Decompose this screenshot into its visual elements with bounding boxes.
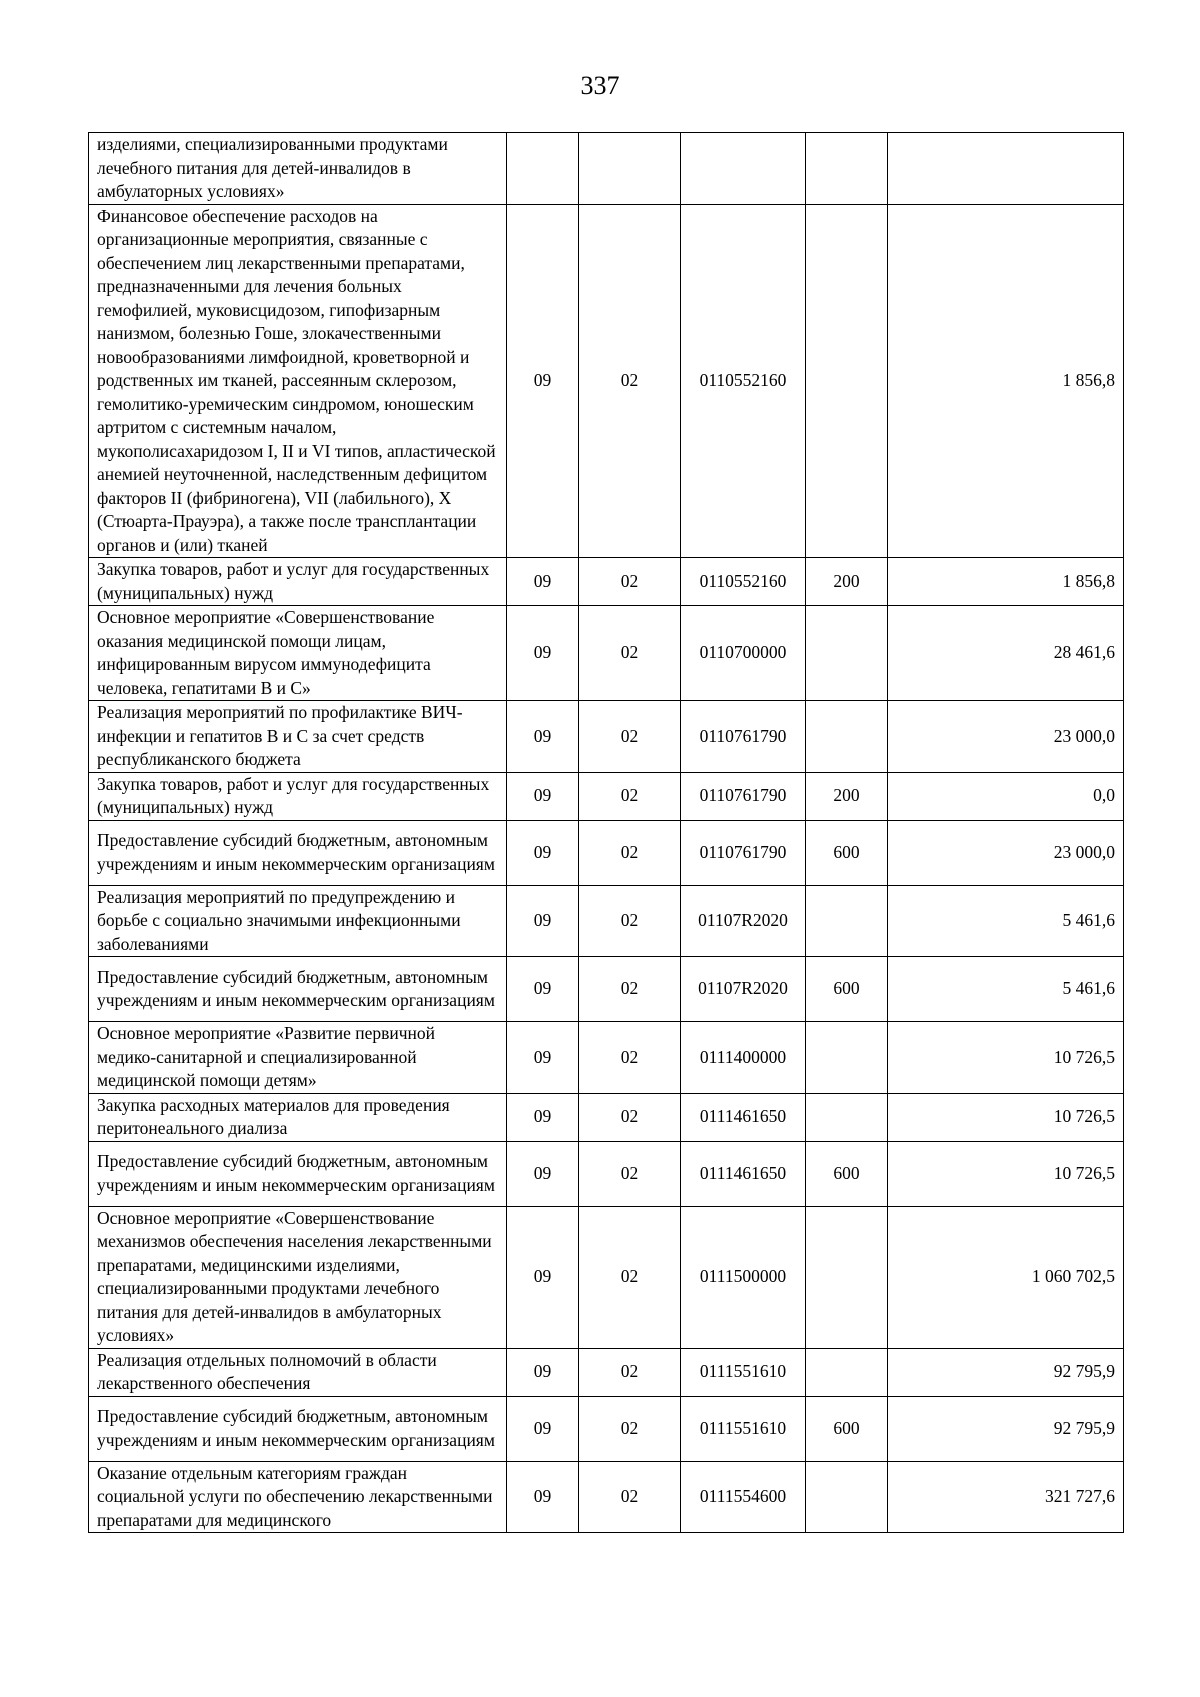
table-row xyxy=(89,772,1124,820)
row-sum: 28 461,6 xyxy=(888,606,1124,701)
row-sum: 5 461,6 xyxy=(888,885,1124,957)
row-subsection: 02 xyxy=(579,820,681,885)
row-expense-type xyxy=(806,885,888,957)
table-row xyxy=(89,701,1124,773)
row-subsection: 02 xyxy=(579,1396,681,1461)
row-expense-type: 600 xyxy=(806,1141,888,1206)
row-section: 09 xyxy=(507,1461,579,1533)
row-subsection: 02 xyxy=(579,701,681,773)
row-name: изделиями, специализированными продуктами лечебного питания для детей-инвалидов в амбулаторных условиях» xyxy=(89,133,507,205)
row-subsection: 02 xyxy=(579,1141,681,1206)
row-name: Закупка товаров, работ и услуг для государственных (муниципальных) нужд xyxy=(89,772,507,820)
row-expense-type xyxy=(806,1461,888,1533)
table-row xyxy=(89,1022,1124,1094)
row-target: 0111551610 xyxy=(681,1396,806,1461)
table-row xyxy=(89,1461,1124,1533)
table-row xyxy=(89,1093,1124,1141)
row-name: Основное мероприятие «Совершенствование механизмов обеспечения населения лекарственными препаратами, медицинскими изделиями, специализированными продуктами лечебного питания для детей-инвалидов в амбулаторных условиях» xyxy=(89,1206,507,1348)
table-row xyxy=(89,606,1124,701)
row-section: 09 xyxy=(507,1348,579,1396)
row-target: 0110552160 xyxy=(681,558,806,606)
row-name: Финансовое обеспечение расходов на организационные мероприятия, связанные с обеспечением лиц лекарственными препаратами, предназначенными для лечения больных гемофилией, муковисцидозом, гипофизарным нанизмом, болезнью Гоше, злокачественными новообразованиями лимфоидной, кроветворной и родственных им тканей, рассеянным склерозом, гемолитико-уремическим синдромом, юношеским артритом с системным началом, мукополисахаридозом I, II и VI типов, апластической анемией неуточненной, наследственным дефицитом факторов II (фибриногена), VII (лабильного), X (Стюарта-Прауэра), а также после трансплантации органов и (или) тканей xyxy=(89,204,507,558)
table-row xyxy=(89,558,1124,606)
row-subsection: 02 xyxy=(579,1461,681,1533)
row-sum: 321 727,6 xyxy=(888,1461,1124,1533)
row-subsection: 02 xyxy=(579,957,681,1022)
row-sum: 23 000,0 xyxy=(888,820,1124,885)
row-subsection: 02 xyxy=(579,1348,681,1396)
row-subsection: 02 xyxy=(579,558,681,606)
row-sum: 10 726,5 xyxy=(888,1141,1124,1206)
row-expense-type: 200 xyxy=(806,558,888,606)
row-expense-type xyxy=(806,1206,888,1348)
row-target: 01107R2020 xyxy=(681,957,806,1022)
row-section: 09 xyxy=(507,1141,579,1206)
row-expense-type xyxy=(806,204,888,558)
row-subsection: 02 xyxy=(579,772,681,820)
row-target: 0110761790 xyxy=(681,701,806,773)
row-subsection: 02 xyxy=(579,1093,681,1141)
row-expense-type: 600 xyxy=(806,957,888,1022)
row-subsection: 02 xyxy=(579,1022,681,1094)
row-target: 0111400000 xyxy=(681,1022,806,1094)
budget-table xyxy=(88,132,1124,1533)
row-sum: 0,0 xyxy=(888,772,1124,820)
row-sum: 1 856,8 xyxy=(888,558,1124,606)
row-target: 0111461650 xyxy=(681,1093,806,1141)
row-subsection: 02 xyxy=(579,606,681,701)
row-sum: 23 000,0 xyxy=(888,701,1124,773)
row-target: 0110761790 xyxy=(681,772,806,820)
row-name: Реализация мероприятий по предупреждению и борьбе с социально значимыми инфекционными заболеваниями xyxy=(89,885,507,957)
row-target: 0110700000 xyxy=(681,606,806,701)
row-subsection: 02 xyxy=(579,204,681,558)
row-expense-type xyxy=(806,1022,888,1094)
table-body xyxy=(89,133,1124,1533)
row-name: Реализация отдельных полномочий в области лекарственного обеспечения xyxy=(89,1348,507,1396)
row-sum: 1 856,8 xyxy=(888,204,1124,558)
row-target: 0110761790 xyxy=(681,820,806,885)
row-name: Предоставление субсидий бюджетным, автономным учреждениям и иным некоммерческим организациям xyxy=(89,957,507,1022)
row-expense-type xyxy=(806,133,888,205)
row-subsection xyxy=(579,133,681,205)
row-name: Реализация мероприятий по профилактике ВИЧ-инфекции и гепатитов В и С за счет средств республиканского бюджета xyxy=(89,701,507,773)
row-name: Предоставление субсидий бюджетным, автономным учреждениям и иным некоммерческим организациям xyxy=(89,1141,507,1206)
page-number: 337 xyxy=(580,71,620,100)
row-section: 09 xyxy=(507,558,579,606)
row-section xyxy=(507,133,579,205)
row-sum: 92 795,9 xyxy=(888,1348,1124,1396)
row-expense-type: 600 xyxy=(806,820,888,885)
row-section: 09 xyxy=(507,1396,579,1461)
row-name: Основное мероприятие «Совершенствование оказания медицинской помощи лицам, инфицированным вирусом иммунодефицита человека, гепатитами В и С» xyxy=(89,606,507,701)
row-expense-type xyxy=(806,1348,888,1396)
row-target xyxy=(681,133,806,205)
row-target: 0111551610 xyxy=(681,1348,806,1396)
row-sum: 1 060 702,5 xyxy=(888,1206,1124,1348)
row-section: 09 xyxy=(507,772,579,820)
row-name: Предоставление субсидий бюджетным, автономным учреждениям и иным некоммерческим организациям xyxy=(89,820,507,885)
row-name: Предоставление субсидий бюджетным, автономным учреждениям и иным некоммерческим организациям xyxy=(89,1396,507,1461)
row-sum: 10 726,5 xyxy=(888,1093,1124,1141)
row-sum xyxy=(888,133,1124,205)
table-row xyxy=(89,133,1124,205)
row-expense-type xyxy=(806,606,888,701)
row-sum: 5 461,6 xyxy=(888,957,1124,1022)
table-row xyxy=(89,885,1124,957)
row-sum: 92 795,9 xyxy=(888,1396,1124,1461)
row-subsection: 02 xyxy=(579,885,681,957)
table-row xyxy=(89,1396,1124,1461)
row-section: 09 xyxy=(507,204,579,558)
row-target: 0110552160 xyxy=(681,204,806,558)
row-name: Основное мероприятие «Развитие первичной медико-санитарной и специализированной медицинской помощи детям» xyxy=(89,1022,507,1094)
row-section: 09 xyxy=(507,1022,579,1094)
row-target: 01107R2020 xyxy=(681,885,806,957)
row-sum: 10 726,5 xyxy=(888,1022,1124,1094)
row-expense-type: 200 xyxy=(806,772,888,820)
row-name: Закупка расходных материалов для проведения перитонеального диализа xyxy=(89,1093,507,1141)
table-row xyxy=(89,1348,1124,1396)
row-section: 09 xyxy=(507,1093,579,1141)
row-section: 09 xyxy=(507,606,579,701)
row-subsection: 02 xyxy=(579,1206,681,1348)
table-row xyxy=(89,820,1124,885)
row-section: 09 xyxy=(507,701,579,773)
row-expense-type xyxy=(806,1093,888,1141)
row-target: 0111461650 xyxy=(681,1141,806,1206)
row-section: 09 xyxy=(507,957,579,1022)
table-row xyxy=(89,957,1124,1022)
row-target: 0111500000 xyxy=(681,1206,806,1348)
row-target: 0111554600 xyxy=(681,1461,806,1533)
row-expense-type xyxy=(806,701,888,773)
row-name: Закупка товаров, работ и услуг для государственных (муниципальных) нужд xyxy=(89,558,507,606)
row-name: Оказание отдельным категориям граждан социальной услуги по обеспечению лекарственными препаратами для медицинского xyxy=(89,1461,507,1533)
table-row xyxy=(89,204,1124,558)
row-section: 09 xyxy=(507,885,579,957)
table-row xyxy=(89,1206,1124,1348)
table-row xyxy=(89,1141,1124,1206)
row-section: 09 xyxy=(507,1206,579,1348)
row-expense-type: 600 xyxy=(806,1396,888,1461)
row-section: 09 xyxy=(507,820,579,885)
